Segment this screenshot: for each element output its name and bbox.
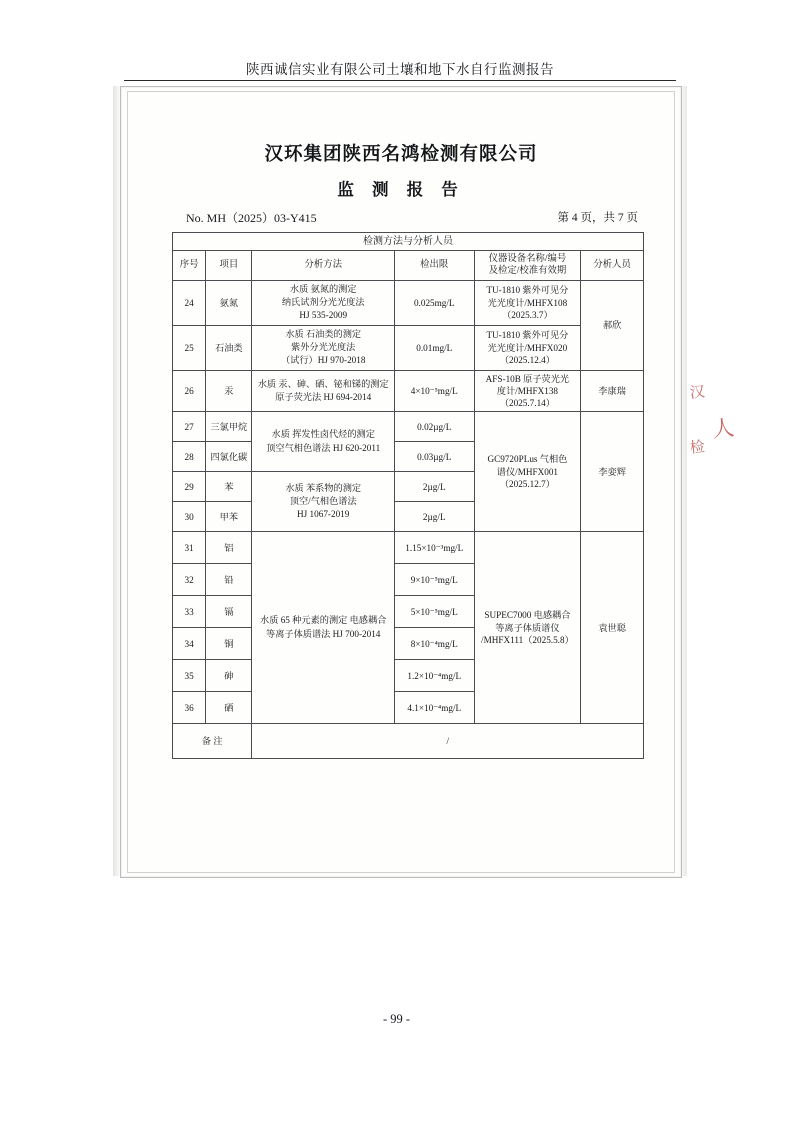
page-of-label: 第 4 页，共 7 页: [557, 212, 638, 224]
column-header-item: 项目: [206, 251, 252, 280]
cell-lod: 9×10⁻⁵mg/L: [395, 564, 475, 596]
cell-method: [252, 370, 395, 411]
stamp-mark-middle: 人: [710, 414, 737, 443]
column-header-lod: 检出限: [395, 251, 475, 280]
method-line: 纳氏试剂分光光度法: [281, 296, 365, 307]
table-caption: 检测方法与分析人员: [173, 233, 644, 251]
remark-value: /: [252, 724, 644, 759]
equipment-line: 度计/MHFX138: [496, 385, 559, 396]
cell-no: 31: [173, 532, 206, 564]
cell-method: [252, 532, 395, 724]
equipment-line: 谱仪/MHFX001: [496, 466, 559, 477]
cell-analyst: 李康瑞: [581, 370, 644, 411]
cell-lod: 2µg/L: [395, 502, 475, 532]
column-header-equipment-line1: 仪器设备名称/编号: [488, 254, 567, 265]
cell-no: 26: [173, 370, 206, 411]
cell-item: 铅: [206, 564, 252, 596]
cell-lod: 0.025mg/L: [395, 280, 475, 325]
cell-no: 30: [173, 502, 206, 532]
cell-item: 苯: [206, 472, 252, 502]
cell-lod: 0.03µg/L: [395, 442, 475, 472]
cell-no: 28: [173, 442, 206, 472]
equipment-line: /MHFX111（2025.5.8）: [481, 634, 574, 645]
cell-item: 氨氮: [206, 280, 252, 325]
cell-item: 三氯甲烷: [206, 412, 252, 442]
cell-lod: 0.01mg/L: [395, 325, 475, 370]
table-row: [173, 325, 644, 370]
equipment-line: TU-1810 紫外可见分: [486, 285, 569, 296]
equipment-line: 等离子体质谱仪: [495, 622, 560, 633]
method-line: 水质 石油类的测定: [285, 328, 362, 339]
document-title: 监 测 报 告: [337, 180, 465, 199]
cell-no: 29: [173, 472, 206, 502]
cell-lod: 8×10⁻⁴mg/L: [395, 628, 475, 660]
cell-lod: 0.02µg/L: [395, 412, 475, 442]
cell-analyst: 袁世聪: [581, 532, 644, 724]
method-line: 水质 氨氮的测定: [289, 283, 357, 294]
equipment-line: AFS-10B 原子荧光光: [485, 373, 570, 384]
cell-lod: 4.1×10⁻⁴mg/L: [395, 692, 475, 724]
equipment-line: （2025.12.7）: [499, 478, 555, 489]
method-line: （试行）HJ 970-2018: [280, 355, 366, 366]
page-number: - 99 -: [382, 1012, 411, 1026]
cell-item: 铜: [206, 628, 252, 660]
method-line: 顶空气相色谱法 HJ 620-2011: [266, 442, 381, 453]
cell-no: 27: [173, 412, 206, 442]
cell-lod: 4×10⁻⁵mg/L: [395, 370, 475, 411]
method-line: 水质 65 种元素的测定 电感耦合: [260, 615, 387, 626]
table-row: [173, 532, 644, 564]
report-number: No. MH（2025）03-Y415: [186, 211, 317, 225]
equipment-line: （2025.12.4）: [499, 354, 555, 365]
table-row: [173, 370, 644, 411]
cell-analyst: 李娈辉: [581, 412, 644, 532]
cell-item: 砷: [206, 660, 252, 692]
cell-lod: 5×10⁻⁵mg/L: [395, 596, 475, 628]
cell-no: 35: [173, 660, 206, 692]
scanned-page-inner: [127, 91, 675, 873]
remark-label: 备 注: [173, 724, 252, 759]
cell-item: 硒: [206, 692, 252, 724]
cell-item: 甲苯: [206, 502, 252, 532]
cell-no: 25: [173, 325, 206, 370]
cell-item: 镉: [206, 596, 252, 628]
running-header: 陕西诚信实业有限公司土壤和地下水自行监测报告: [246, 62, 554, 77]
stamp-mark-top: 汉: [689, 384, 707, 402]
cell-no: 24: [173, 280, 206, 325]
column-header-analyst: 分析人员: [581, 251, 644, 280]
remark-row: [173, 724, 644, 759]
cell-equipment: [474, 325, 581, 370]
cell-analyst: 郝欣: [581, 280, 644, 370]
cell-method: [252, 325, 395, 370]
cell-no: 36: [173, 692, 206, 724]
table-row: [173, 280, 644, 325]
column-header-no: 序号: [173, 251, 206, 280]
method-line: HJ 1067-2019: [297, 509, 350, 520]
cell-method: [252, 472, 395, 532]
cell-item: 铝: [206, 532, 252, 564]
cell-lod: 1.2×10⁻⁴mg/L: [395, 660, 475, 692]
equipment-line: 光光度计/MHFX020: [487, 342, 568, 353]
scanned-page: [120, 86, 682, 878]
cell-no: 34: [173, 628, 206, 660]
method-line: HJ 535-2009: [299, 310, 348, 321]
column-header-equipment-line2: 及检定/校准有效期: [488, 266, 567, 277]
equipment-line: TU-1810 紫外可见分: [486, 330, 569, 341]
equipment-line: GC9720PLus 气相色: [487, 454, 568, 465]
cell-equipment: [474, 370, 581, 411]
cell-lod: 2µg/L: [395, 472, 475, 502]
method-line: 原子荧光法 HJ 694-2014: [275, 391, 372, 402]
equipment-line: （2025.3.7）: [502, 309, 553, 320]
company-name: 汉环集团陕西名鸿检测有限公司: [264, 145, 538, 165]
methods-and-analysts-table: [172, 232, 644, 759]
cell-item: 石油类: [206, 325, 252, 370]
method-line: 顶空/气相色谱法: [289, 495, 357, 506]
cell-no: 33: [173, 596, 206, 628]
cell-item: 汞: [206, 370, 252, 411]
cell-equipment: [474, 280, 581, 325]
equipment-line: （2025.7.14）: [499, 397, 555, 408]
cell-equipment: [474, 532, 581, 724]
cell-method: [252, 280, 395, 325]
cell-item: 四氯化碳: [206, 442, 252, 472]
table-row: [173, 412, 644, 442]
equipment-line: SUPEC7000 电感耦合: [484, 610, 571, 621]
equipment-line: 光光度计/MHFX108: [487, 297, 568, 308]
stamp-mark-bottom: 检: [689, 439, 707, 457]
method-line: 等离子体质谱法 HJ 700-2014: [266, 628, 381, 639]
column-header-method: 分析方法: [252, 251, 395, 280]
method-line: 水质 苯系物的测定: [285, 482, 362, 493]
cell-no: 32: [173, 564, 206, 596]
method-line: 紫外分光光度法: [291, 342, 356, 352]
cell-equipment: [474, 412, 581, 532]
cell-method: [252, 412, 395, 472]
cell-lod: 1.15×10⁻³mg/L: [395, 532, 475, 564]
method-line: 水质 汞、砷、硒、铋和锑的测定: [257, 378, 389, 389]
header-rule: [124, 80, 676, 81]
method-line: 水质 挥发性卤代烃的测定: [271, 429, 375, 440]
column-header-equipment: [474, 251, 581, 280]
